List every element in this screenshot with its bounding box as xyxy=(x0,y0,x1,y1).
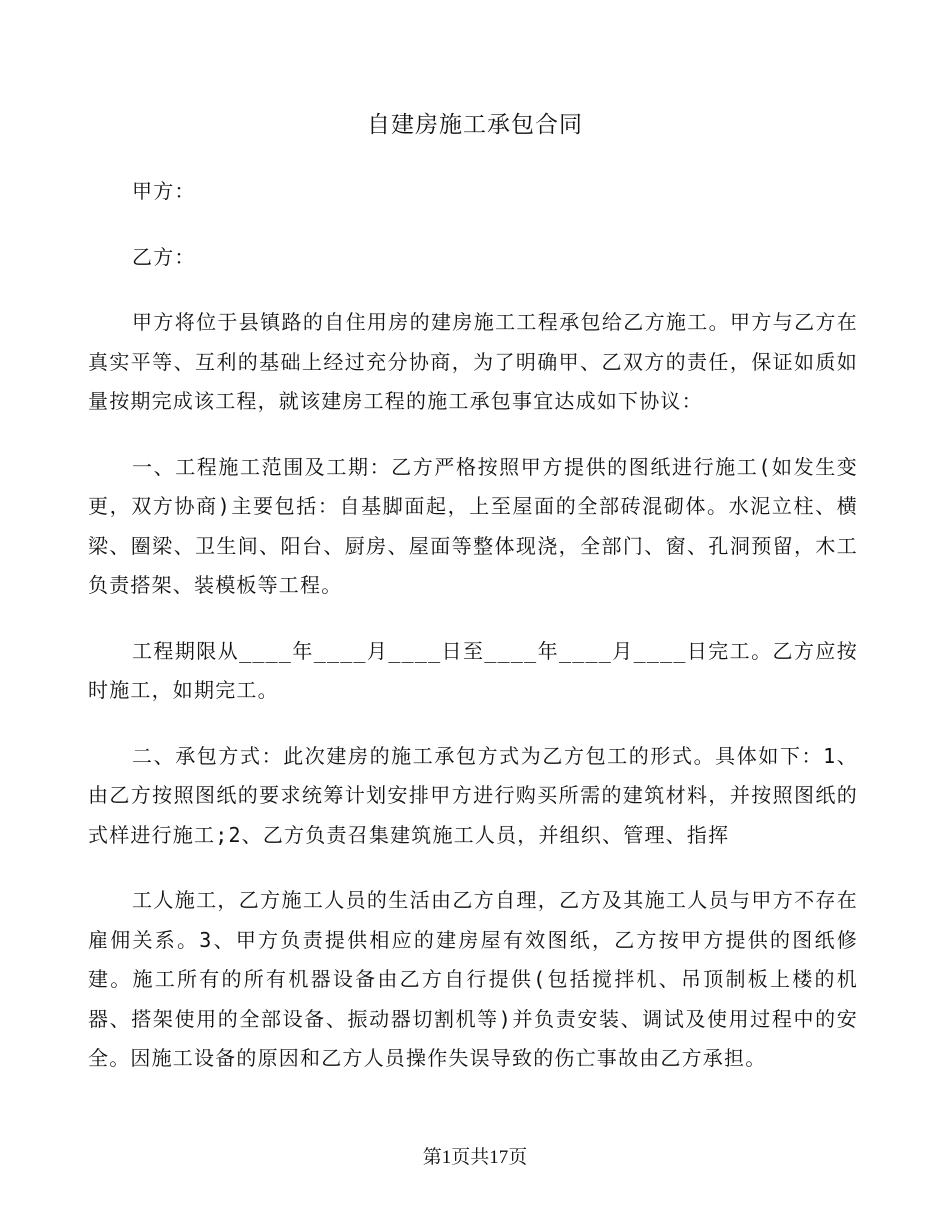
construction-period-paragraph: 工程期限从____年____月____日至____年____月____日完工。乙方应按时施工，如期完工。 xyxy=(88,638,858,702)
document-title: 自建房施工承包合同 xyxy=(367,112,583,137)
clause-two-continued-paragraph: 工人施工，乙方施工人员的生活由乙方自理，乙方及其施工人员与甲方不存在雇佣关系。3、甲方负责提供相应的建房屋有效图纸，乙方按甲方提供的图纸修建。施工所有的所有机器设备由乙方自行提供(包括搅拌机、吊顶制板上楼的机器、搭架使用的全部设备、振动器切割机等)并负责安装、调试及使用过程中的安全。因施工设备的原因和乙方人员操作失误导致的伤亡事故由乙方承担。 xyxy=(88,888,858,1070)
clause-one-paragraph: 一、工程施工范围及工期：乙方严格按照甲方提供的图纸进行施工(如发生变更，双方协商)主要包括：自基脚面起，上至屋面的全部砖混砌体。水泥立柱、横梁、圈梁、卫生间、阳台、厨房、屋面等整体现浇，全部门、窗、孔洞预留，木工负责搭架、装模板等工程。 xyxy=(88,454,858,597)
party-a-line: 甲方： xyxy=(132,179,196,203)
party-b-line: 乙方： xyxy=(132,244,196,269)
page-number: 第1页共17页 xyxy=(422,1147,528,1168)
intro-paragraph: 甲方将位于县镇路的自住用房的建房施工工程承包给乙方施工。甲方与乙方在真实平等、互利的基础上经过充分协商，为了明确甲、乙双方的责任，保证如质如量按期完成该工程，就该建房工程的施工承包事宜达成如下协议： xyxy=(88,310,858,413)
clause-two-paragraph: 二、承包方式：此次建房的施工承包方式为乙方包工的形式。具体如下：1、由乙方按照图纸的要求统筹计划安排甲方进行购买所需的建筑材料，并按照图纸的式样进行施工;2、乙方负责召集建筑施工人员，并组织、管理、指挥 xyxy=(88,743,858,847)
document-body xyxy=(88,172,858,1105)
